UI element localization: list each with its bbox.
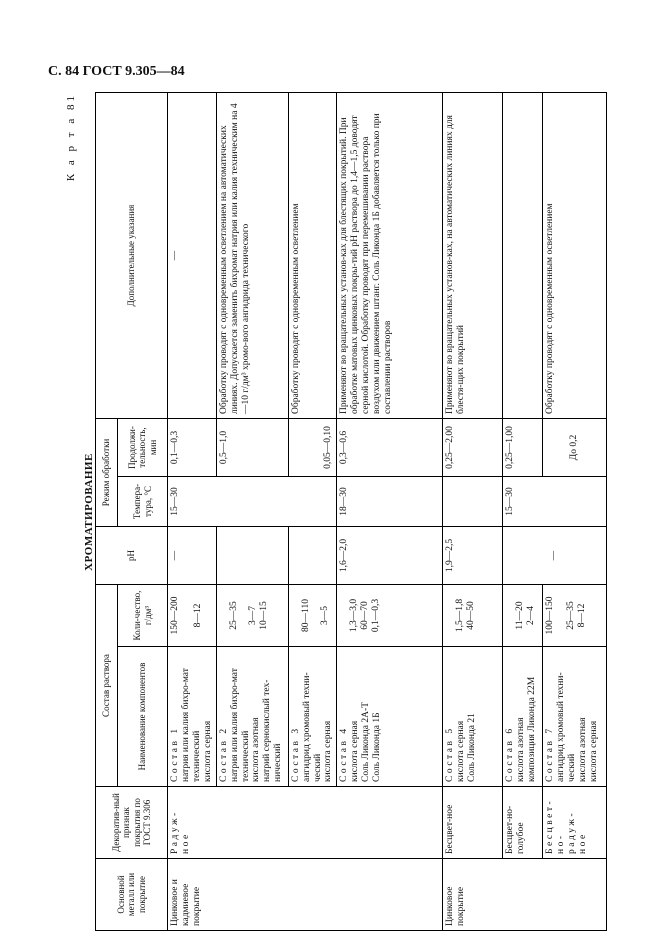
header-notes: Дополнительные указания [96,93,168,419]
cell-notes: Применяют во вращательных установ-ках для блестящих покрытий. При обработке матовых цинковых покры-тий рН раствора до 1,4—1,5 доводят серной кислотой. Обработку проводят при перемешивании раствора воздухом или движением штанг. Соль Ликонда 1Б добавляется только при составлении растворов [337,93,443,419]
cell-temp: 15—30 [168,477,337,527]
cell-notes [503,93,543,419]
composition-title: Состав 5 [445,726,456,782]
quantity: 1,5—1,8 [455,598,466,633]
quantity: 40—50 [466,601,477,630]
component: Соль Ликонда 1Б [372,712,383,782]
component: Соль Ликонда 21 [467,713,478,782]
cell-quantity [168,585,217,647]
cell-duration: До 0,2 [543,419,607,477]
cell-duration: 0,25—1,00 [503,419,543,477]
component: натрия или калия бихро-мат технический [180,668,202,782]
card-label: К а р т а 81 [65,93,77,182]
cell-decor: Бесцвет-но-голубое [503,787,543,859]
cell-duration: 0,1—0,3 [168,419,217,477]
component: Соль Ликонда 2А-Т [361,702,372,782]
cell-notes: Применяют во вращательных установ-ках, на автоматических линиях для блестя-щих покрытий [443,93,503,419]
cell-ph: — [168,527,217,585]
cell-ph: 1,6—2,0 [337,527,443,585]
header-base-metal: Основной металл или покрытие [96,859,168,931]
component: натрия или калия бихро-мат технический [229,668,251,782]
quantity: 2—4 [526,606,537,625]
quantity: 100—150 [545,596,556,635]
component: ангидрид хромовый техни-ческий [556,672,578,782]
table-row [443,93,503,931]
table-row [503,93,543,931]
cell-quantity [288,585,337,647]
quantity: 1,3—3,0 [349,598,360,633]
header-duration: Продолжи-тельность, мин [118,419,168,477]
cell-composition [503,647,543,787]
quantity: 11—20 [515,601,526,630]
cell-composition [288,647,337,787]
component: кислота серная [202,720,213,782]
cell-notes: — [168,93,217,419]
component: композиция Ликонда 22М [527,676,538,782]
cell-composition [543,647,607,787]
quantity: 25—35 [228,601,239,630]
cell-composition [443,647,503,787]
cell-temp: 18—30 [337,477,443,527]
section-title: ХРОМАТИРОВАНИЕ [83,453,95,571]
quantity: 8—12 [577,603,588,628]
quantity: 60—70 [360,601,371,630]
component: кислота серная [456,720,467,782]
cell-quantity [543,585,607,647]
component: кислота азотная [516,717,527,782]
quantity: 3—5 [319,606,330,625]
cell-composition [337,647,443,787]
composition-title: Состав 4 [339,726,350,782]
header-composition: Состав раствора [96,585,118,787]
composition-title: Состав 3 [290,726,301,782]
component: натрий сернокислый тех-нический [262,679,284,782]
composition-title: Состав 6 [505,726,516,782]
header-component-name: Наименование компонентов [118,647,168,787]
cell-quantity [337,585,443,647]
cell-decor: Бесцвет-но-радуж-ное [543,787,607,859]
quantity: 0,1—0,3 [371,598,382,633]
component: ангидрид хромовый техни-ческий [301,672,323,782]
composition-title: Состав 2 [218,726,229,782]
cell-composition [168,647,217,787]
cell-ph [216,527,288,585]
quantity: 150—200 [170,596,180,635]
cell-quantity [503,585,543,647]
rotated-table-block [65,93,605,931]
cell-duration: 0,05—0,10 [288,419,337,477]
quantity: 3—7 [247,606,258,625]
cell-notes: Обработку проводят с одновременным осветлением [543,93,607,419]
component: кислота серная [350,720,361,782]
cell-quantity [443,585,503,647]
chromating-table [95,92,607,931]
cell-duration: 0,3—0,6 [337,419,443,477]
cell-composition [216,647,288,787]
header-quantity: Коли-чество, г/дм³ [118,585,168,647]
quantity: 80—110 [300,599,311,632]
header-mode: Режим обработки [96,419,118,527]
cell-ph: — [503,527,607,585]
cell-decor: Радуж-ное [168,787,443,859]
cell-temp: 15—30 [503,477,607,527]
component: кислота азотная [251,717,262,782]
cell-notes: Обработку проводят с одновременным осветлением на автоматических линиях. Допускается заменить бихромат натрия или калия техническим на 4—10 г/дм³ хромо-вого ангидрида технического [216,93,288,419]
header-decorative: Декоратив-ный признак покрытия по ГОСТ 9.306 [96,787,168,859]
cell-decor: Бесцвет-ное [443,787,503,859]
quantity: 8—12 [192,603,203,628]
header-temperature: Темпера-тура, °С [118,477,168,527]
quantity: 25—35 [566,601,577,630]
quantity: 10—15 [258,601,269,630]
cell-metal: Цинковое покрытие [443,859,607,931]
component: кислота азотная [578,717,589,782]
component: кислота серная [589,720,600,782]
cell-temp [443,477,503,527]
cell-quantity [216,585,288,647]
header-ph: pH [96,527,168,585]
composition-title: Состав 1 [170,726,180,782]
cell-ph [288,527,337,585]
cell-ph: 1,9—2,5 [443,527,503,585]
cell-notes: Обработку проводят с одновременным осветлением [288,93,337,419]
cell-duration: 0,5—1,0 [216,419,288,477]
cell-duration: 0,25—2,00 [443,419,503,477]
table-row [168,93,217,931]
composition-title: Состав 7 [545,726,556,782]
page-header: С. 84 ГОСТ 9.305—84 [48,64,185,79]
component: кислота серная [323,720,334,782]
cell-metal: Цинковое и кадмиевое покрытие [168,859,443,931]
